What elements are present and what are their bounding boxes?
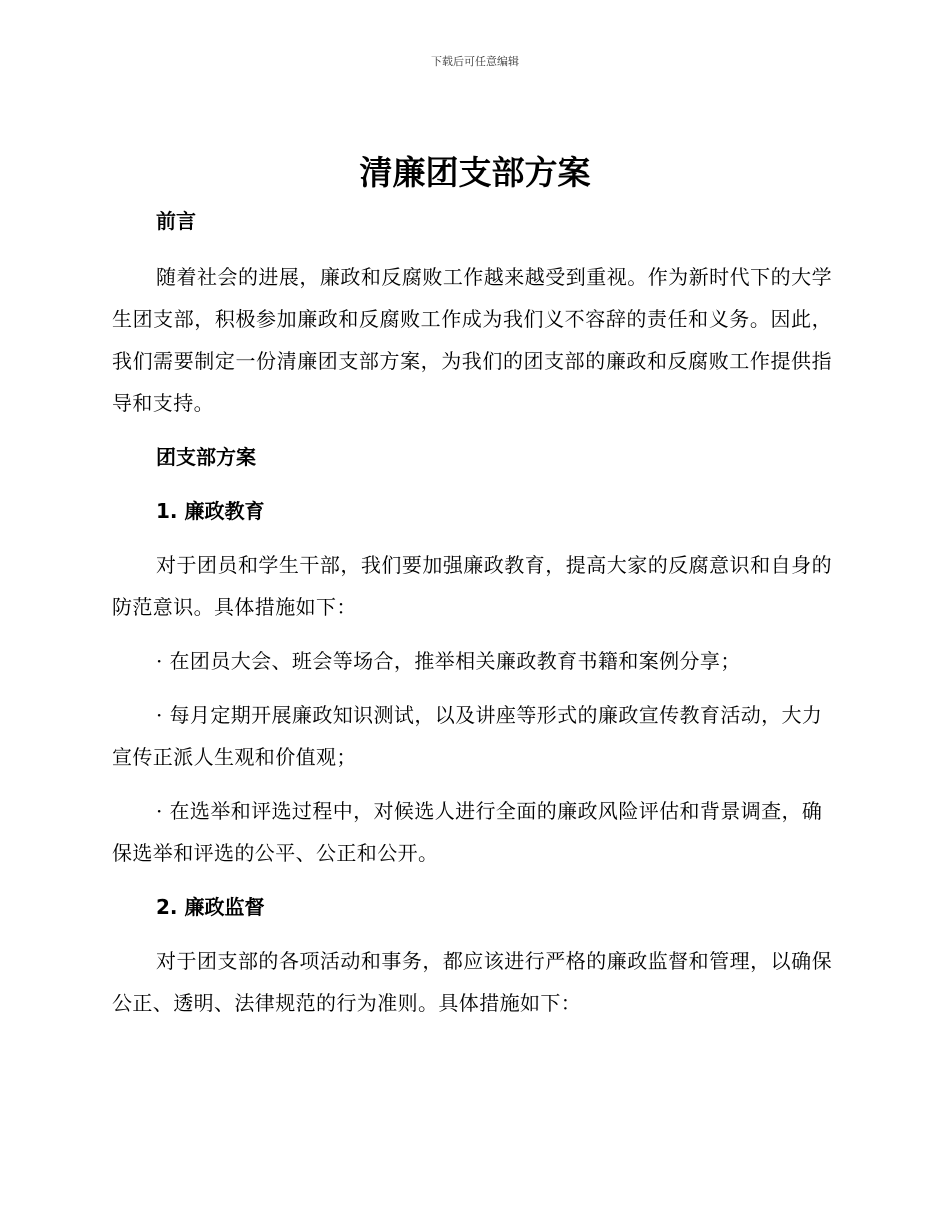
document-title: 清廉团支部方案 [359,153,591,192]
education-bullet: · 每月定期开展廉政知识测试，以及讲座等形式的廉政宣传教育活动，大力宣传正派人生观和价值观； [112,703,823,769]
supervision-heading: 2. 廉政监督 [156,895,265,919]
education-heading: 1. 廉政教育 [156,499,265,523]
education-bullet: · 在团员大会、班会等场合，推举相关廉政教育书籍和案例分享； [156,649,741,673]
document-body [112,200,832,1024]
plan-heading: 团支部方案 [156,445,256,469]
education-bullet: · 在选举和评选过程中，对候选人进行全面的廉政风险评估和背景调查，确保选举和评选的公平、公正和公开。 [112,799,823,865]
preface-heading: 前言 [156,209,196,233]
supervision-paragraph: 对于团支部的各项活动和事务，都应该进行严格的廉政监督和管理，以确保公正、透明、法律规范的行为准则。具体措施如下： [112,949,832,1015]
preface-paragraph: 随着社会的进展，廉政和反腐败工作越来越受到重视。作为新时代下的大学生团支部，积极参加廉政和反腐败工作成为我们义不容辞的责任和义务。因此，我们需要制定一份清廉团支部方案，为我们的团支部的廉政和反腐败工作提供指导和支持。 [112,265,832,415]
page-header-note: 下载后可任意编辑 [431,55,519,68]
education-paragraph: 对于团员和学生干部，我们要加强廉政教育，提高大家的反腐意识和自身的防范意识。具体措施如下： [112,553,832,619]
